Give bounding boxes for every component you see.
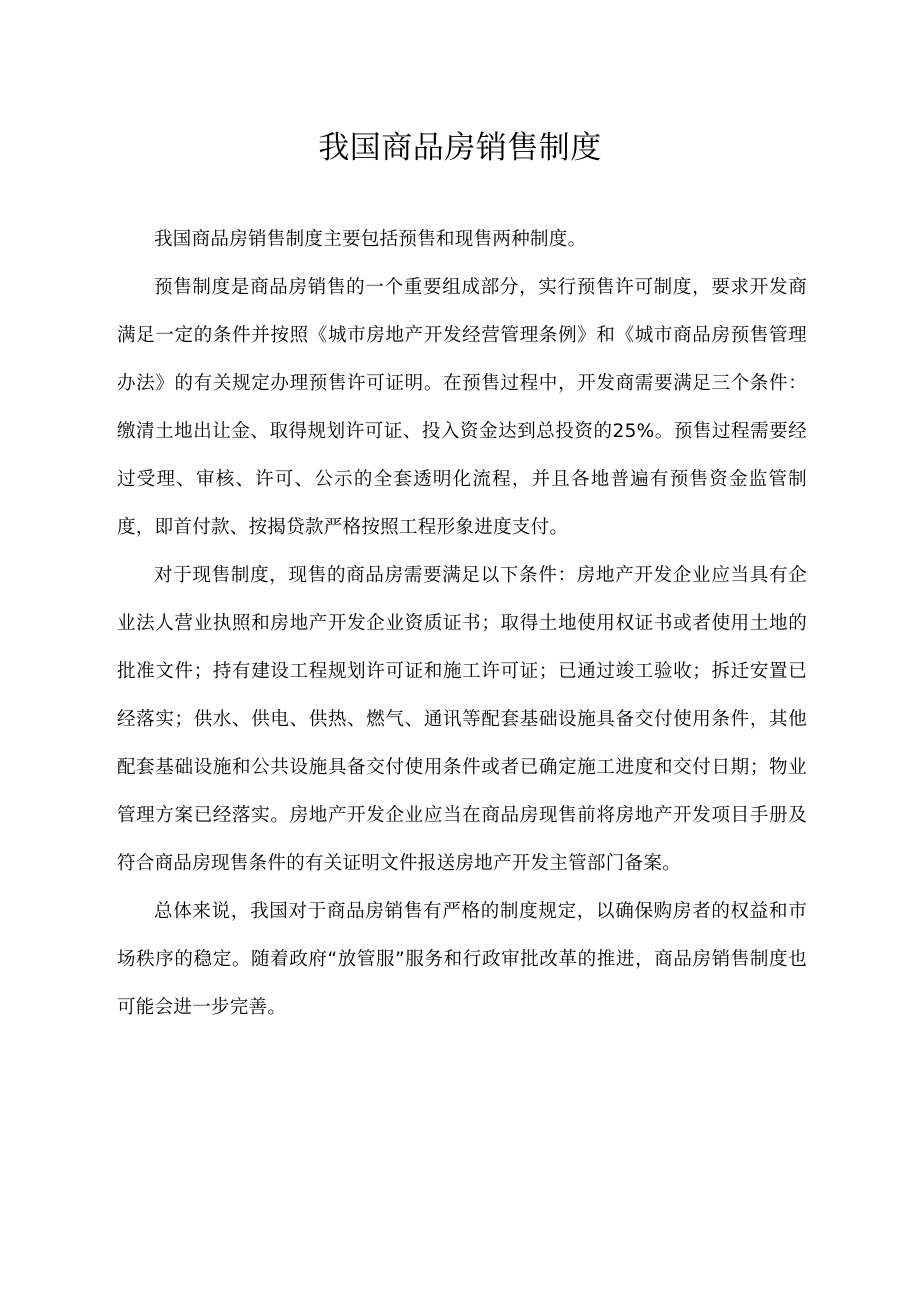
paragraph-intro: 我国商品房销售制度主要包括预售和现售两种制度。 — [154, 229, 587, 250]
document-title: 我国商品房销售制度 — [318, 130, 602, 166]
paragraph-presale: 预售制度是商品房销售的一个重要组成部分，实行预售许可制度，要求开发商满足一定的条件并按照《城市房地产开发经营管理条例》和《城市商品房预售管理办法》的有关规定办理预售许可证明。在预售过程中，开发商需要满足三个条件：缴清土地出让金、取得规划许可证、投入资金达到总投资的25%。预售过程需要经过受理、审核、许可、公示的全套透明化流程，并且各地普遍有预售资金监管制度，即首付款、按揭贷款严格按照工程形象进度支付。 — [117, 277, 807, 538]
paragraph-summary: 总体来说，我国对于商品房销售有严格的制度规定，以确保购房者的权益和市场秩序的稳定。随着政府“放管服”服务和行政审批改革的推进，商品房销售制度也可能会进一步完善。 — [117, 901, 807, 1018]
document-body — [117, 216, 807, 1032]
paragraph-spot-sale: 对于现售制度，现售的商品房需要满足以下条件：房地产开发企业应当具有企业法人营业执照和房地产开发企业资质证书；取得土地使用权证书或者使用土地的批准文件；持有建设工程规划许可证和施工许可证；已通过竣工验收；拆迁安置已经落实；供水、供电、供热、燃气、通讯等配套基础设施具备交付使用条件，其他配套基础设施和公共设施具备交付使用条件或者已确定施工进度和交付日期；物业管理方案已经落实。房地产开发企业应当在商品房现售前将房地产开发项目手册及符合商品房现售条件的有关证明文件报送房地产开发主管部门备案。 — [117, 565, 807, 874]
